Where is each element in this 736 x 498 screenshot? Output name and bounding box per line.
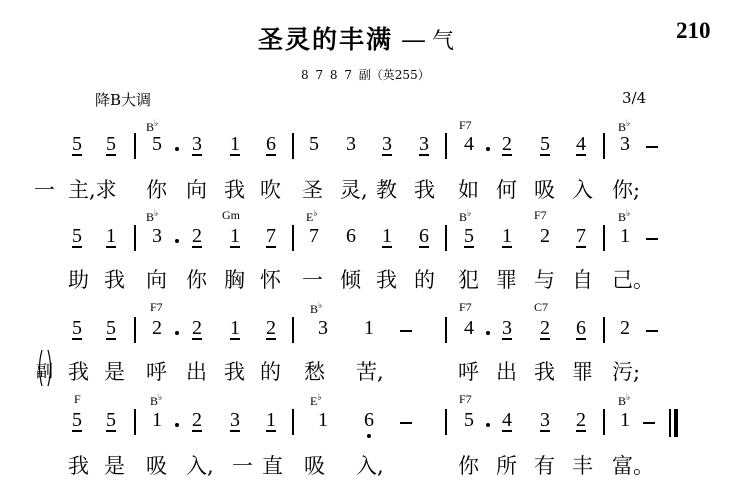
- note: 5: [106, 317, 116, 339]
- chord: E♭: [306, 208, 318, 224]
- dot: [175, 423, 179, 427]
- note: 1: [230, 133, 240, 155]
- note: 2: [620, 317, 630, 339]
- note: 5: [309, 133, 319, 155]
- lyric: 出: [496, 360, 517, 384]
- final-barline-thin: [669, 409, 671, 437]
- lyric: 我: [376, 268, 397, 292]
- lyric: 的: [414, 268, 435, 292]
- barline: [134, 409, 136, 435]
- note: 6: [419, 225, 429, 247]
- barline: [292, 133, 294, 159]
- final-barline-thick: [674, 409, 678, 437]
- lyric: 向: [186, 178, 207, 202]
- lyric: 是: [104, 360, 125, 384]
- lyric: 与: [534, 268, 555, 292]
- lyric: 我: [104, 268, 125, 292]
- hymn-number: 210: [676, 18, 711, 43]
- chord: F7: [459, 300, 472, 314]
- lyric: 我: [68, 454, 89, 478]
- note: 2: [192, 317, 202, 339]
- note: 1: [230, 225, 240, 247]
- dot: [486, 147, 490, 151]
- lyric: 呼: [458, 360, 479, 384]
- barline: [134, 133, 136, 159]
- barline: [292, 225, 294, 251]
- note: 2: [192, 409, 202, 431]
- lyric: 吹: [260, 178, 281, 202]
- note: 7: [309, 225, 319, 247]
- lyric: 入,: [356, 454, 384, 478]
- note: 6: [266, 133, 276, 155]
- note: 5: [72, 133, 82, 155]
- note: 3: [152, 225, 162, 247]
- note: 2: [540, 225, 550, 247]
- barline: [603, 225, 605, 251]
- lyric: 富。: [612, 454, 654, 478]
- note: 2: [266, 317, 276, 339]
- chord: B♭: [459, 208, 472, 224]
- lyric: 己。: [612, 268, 654, 292]
- note: 5: [464, 225, 474, 247]
- chord: E♭: [310, 392, 322, 408]
- song-title: [258, 20, 456, 56]
- note: 5: [464, 409, 474, 431]
- chord: F7: [150, 300, 163, 314]
- hold-dash: [646, 238, 658, 240]
- lyric: 你: [458, 454, 479, 478]
- note: 3: [346, 133, 356, 155]
- note: 5: [540, 133, 550, 155]
- lyric: 你;: [612, 178, 641, 202]
- chord: B♭: [310, 300, 323, 316]
- lyric: 怀: [260, 268, 281, 292]
- note: 1: [502, 225, 512, 247]
- chord: F7: [459, 118, 472, 132]
- note: 3: [419, 133, 429, 155]
- barline: [134, 225, 136, 251]
- note: 2: [192, 225, 202, 247]
- hold-dash: [646, 330, 658, 332]
- lyric: 入,: [186, 454, 214, 478]
- note: 5: [152, 133, 162, 155]
- chord: C7: [534, 300, 549, 314]
- chord: Gm: [222, 208, 240, 222]
- hold-dash: [646, 146, 658, 148]
- note: 1: [318, 409, 328, 431]
- lyric: 罪: [572, 360, 593, 384]
- dot: [367, 434, 371, 438]
- lyric: 犯: [458, 268, 479, 292]
- note: 2: [502, 133, 512, 155]
- note: 1: [620, 225, 630, 247]
- note: 6: [576, 317, 586, 339]
- note: 5: [106, 133, 116, 155]
- note: 3: [540, 409, 550, 431]
- lyric: 一: [232, 454, 253, 478]
- note: 1: [230, 317, 240, 339]
- lyric: 倾: [340, 268, 361, 292]
- note: 6: [364, 409, 374, 431]
- note: 4: [576, 133, 586, 155]
- chord: F: [74, 392, 81, 406]
- dot: [486, 331, 490, 335]
- note: 1: [382, 225, 392, 247]
- note: 5: [72, 317, 82, 339]
- lyric: 直: [262, 454, 283, 478]
- meter-text: 8 7 8 7 副（英255）: [301, 68, 430, 82]
- chord: B♭: [618, 208, 631, 224]
- dot: [175, 147, 179, 151]
- note: 3: [620, 133, 630, 155]
- lyric: 助: [68, 268, 89, 292]
- note: 1: [106, 225, 116, 247]
- chord: F7: [534, 208, 547, 222]
- note: 2: [576, 409, 586, 431]
- lyric: 是: [104, 454, 125, 478]
- hold-dash: [400, 422, 412, 424]
- note: 6: [346, 225, 356, 247]
- barline: [445, 133, 447, 159]
- note: 5: [106, 409, 116, 431]
- note: 1: [364, 317, 374, 339]
- lyric: 出: [186, 360, 207, 384]
- hold-dash: [400, 330, 412, 332]
- barline: [445, 409, 447, 435]
- lyric: 吸: [534, 178, 555, 202]
- lyric: 教: [376, 178, 397, 202]
- lyric: 有: [534, 454, 555, 478]
- lyric: 向: [146, 268, 167, 292]
- lyric: 我: [534, 360, 555, 384]
- lyric: 主,求: [68, 178, 117, 202]
- title-separator: —: [401, 25, 429, 54]
- chord: B♭: [146, 118, 159, 134]
- note: 4: [502, 409, 512, 431]
- chord: B♭: [150, 392, 163, 408]
- refrain-marker: 副: [36, 362, 53, 382]
- title-text: 圣灵的丰满: [258, 25, 394, 54]
- note: 3: [502, 317, 512, 339]
- dot: [486, 423, 490, 427]
- note: 1: [266, 409, 276, 431]
- lyric: 我: [224, 360, 245, 384]
- lyric: 愁: [304, 360, 325, 384]
- lyric: 我: [414, 178, 435, 202]
- lyric: 你: [186, 268, 207, 292]
- note: 3: [192, 133, 202, 155]
- key-signature: 降B大调: [95, 91, 152, 109]
- lyric: 丰: [572, 454, 593, 478]
- lyric: 胸: [224, 268, 245, 292]
- note: 2: [152, 317, 162, 339]
- note: 5: [72, 409, 82, 431]
- barline: [445, 225, 447, 251]
- lyric: 何: [496, 178, 517, 202]
- title-subtitle: 气: [432, 29, 457, 54]
- dot: [175, 331, 179, 335]
- lyric: 罪: [496, 268, 517, 292]
- note: 1: [620, 409, 630, 431]
- chord: B♭: [146, 208, 159, 224]
- lyric: 苦,: [356, 360, 384, 384]
- chord: B♭: [618, 118, 631, 134]
- note: 4: [464, 133, 474, 155]
- lyric: 一: [34, 178, 55, 202]
- barline: [603, 409, 605, 435]
- barline: [134, 317, 136, 343]
- lyric: 灵,: [340, 178, 368, 202]
- barline: [292, 409, 294, 435]
- lyric: 呼: [146, 360, 167, 384]
- note: 1: [152, 409, 162, 431]
- barline: [603, 133, 605, 159]
- lyric: 的: [260, 360, 281, 384]
- barline: [445, 317, 447, 343]
- chord: F7: [459, 392, 472, 406]
- chord: B♭: [618, 392, 631, 408]
- lyric: 吸: [146, 454, 167, 478]
- hold-dash: [643, 422, 655, 424]
- lyric: 入: [572, 178, 593, 202]
- lyric: 圣: [302, 178, 323, 202]
- lyric: 自: [572, 268, 593, 292]
- note: 5: [72, 225, 82, 247]
- lyric: 污;: [612, 360, 641, 384]
- lyric: 我: [224, 178, 245, 202]
- lyric: 我: [68, 360, 89, 384]
- note: 3: [230, 409, 240, 431]
- dot: [175, 239, 179, 243]
- note: 7: [576, 225, 586, 247]
- note: 2: [540, 317, 550, 339]
- time-signature: 3/4: [622, 89, 647, 107]
- note: 3: [318, 317, 328, 339]
- lyric: 吸: [304, 454, 325, 478]
- barline: [292, 317, 294, 343]
- lyric: 你: [146, 178, 167, 202]
- note: 3: [382, 133, 392, 155]
- lyric: 如: [458, 178, 479, 202]
- lyric: 一: [302, 268, 323, 292]
- note: 4: [464, 317, 474, 339]
- lyric: 所: [496, 454, 517, 478]
- barline: [603, 317, 605, 343]
- note: 7: [266, 225, 276, 247]
